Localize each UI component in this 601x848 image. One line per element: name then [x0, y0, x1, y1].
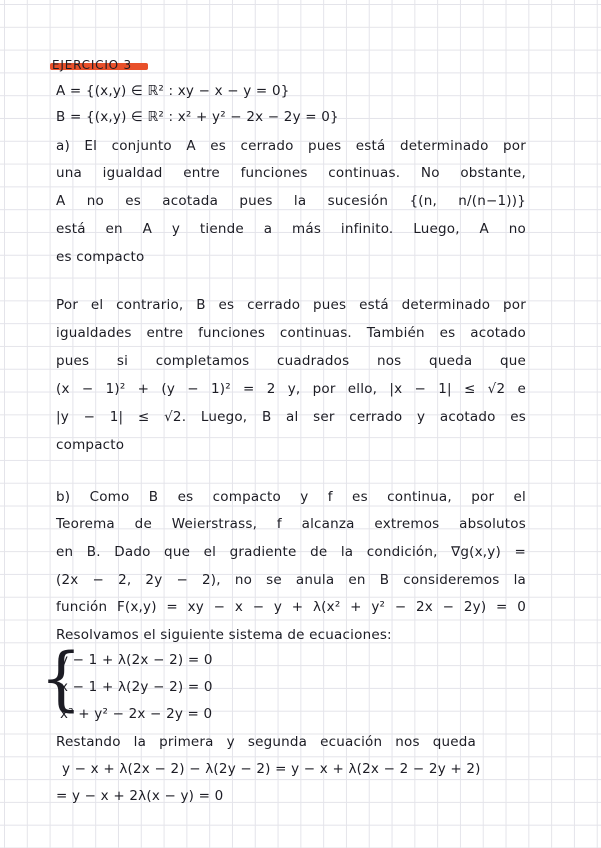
text-line: compacto — [56, 437, 125, 453]
definition-b: B = {(x,y) ∈ ℝ² : x² + y² − 2x − 2y = 0} — [56, 109, 339, 125]
exercise-title: EJERCICIO 3 — [52, 58, 132, 72]
system-equation-2: x − 1 + λ(2y − 2) = 0 — [60, 679, 213, 695]
text-line: es compacto — [56, 249, 145, 265]
text-line: en B. Dado que el gradiente de la condición, ∇g(x,y) = — [56, 544, 526, 560]
text-line: una igualdad entre funciones continuas. No obstante, — [56, 165, 526, 181]
equation-line: y − x + λ(2x − 2) − λ(2y − 2) = y − x + λ(2x − 2 − 2y + 2) — [62, 761, 481, 777]
text-line: A no es acotada pues la sucesión {(n, n/(n−1))} — [56, 193, 526, 209]
equation-line: = y − x + 2λ(x − y) = 0 — [56, 788, 224, 804]
text-line: Restando la primera y segunda ecuación nos queda — [56, 734, 476, 750]
text-line: a) El conjunto A es cerrado pues está determinado por — [56, 138, 526, 154]
text-line: está en A y tiende a más infinito. Luego, A no — [56, 221, 526, 237]
system-brace: { — [40, 638, 82, 719]
text-line: b) Como B es compacto y f es continua, por el — [56, 489, 526, 505]
text-line: Por el contrario, B es cerrado pues está determinado por — [56, 297, 526, 313]
text-line: igualdades entre funciones continuas. También es acotado — [56, 325, 526, 341]
system-equation-3: x² + y² − 2x − 2y = 0 — [60, 706, 213, 722]
text-line: (2x − 2, 2y − 2), no se anula en B consideremos la — [56, 572, 526, 588]
text-line: |y − 1| ≤ √2. Luego, B al ser cerrado y acotado es — [56, 409, 526, 425]
text-line: (x − 1)² + (y − 1)² = 2 y, por ello, |x − 1| ≤ √2 e — [56, 381, 526, 397]
text-line: función F(x,y) = xy − x − y + λ(x² + y² − 2x − 2y) = 0 — [56, 599, 526, 615]
text-line: Teorema de Weierstrass, f alcanza extremos absolutos — [56, 516, 526, 532]
definition-a: A = {(x,y) ∈ ℝ² : xy − x − y = 0} — [56, 83, 290, 99]
text-line: pues si completamos cuadrados nos queda que — [56, 353, 526, 369]
system-equation-1: y − 1 + λ(2x − 2) = 0 — [60, 652, 213, 668]
text-line: Resolvamos el siguiente sistema de ecuaciones: — [56, 627, 392, 643]
